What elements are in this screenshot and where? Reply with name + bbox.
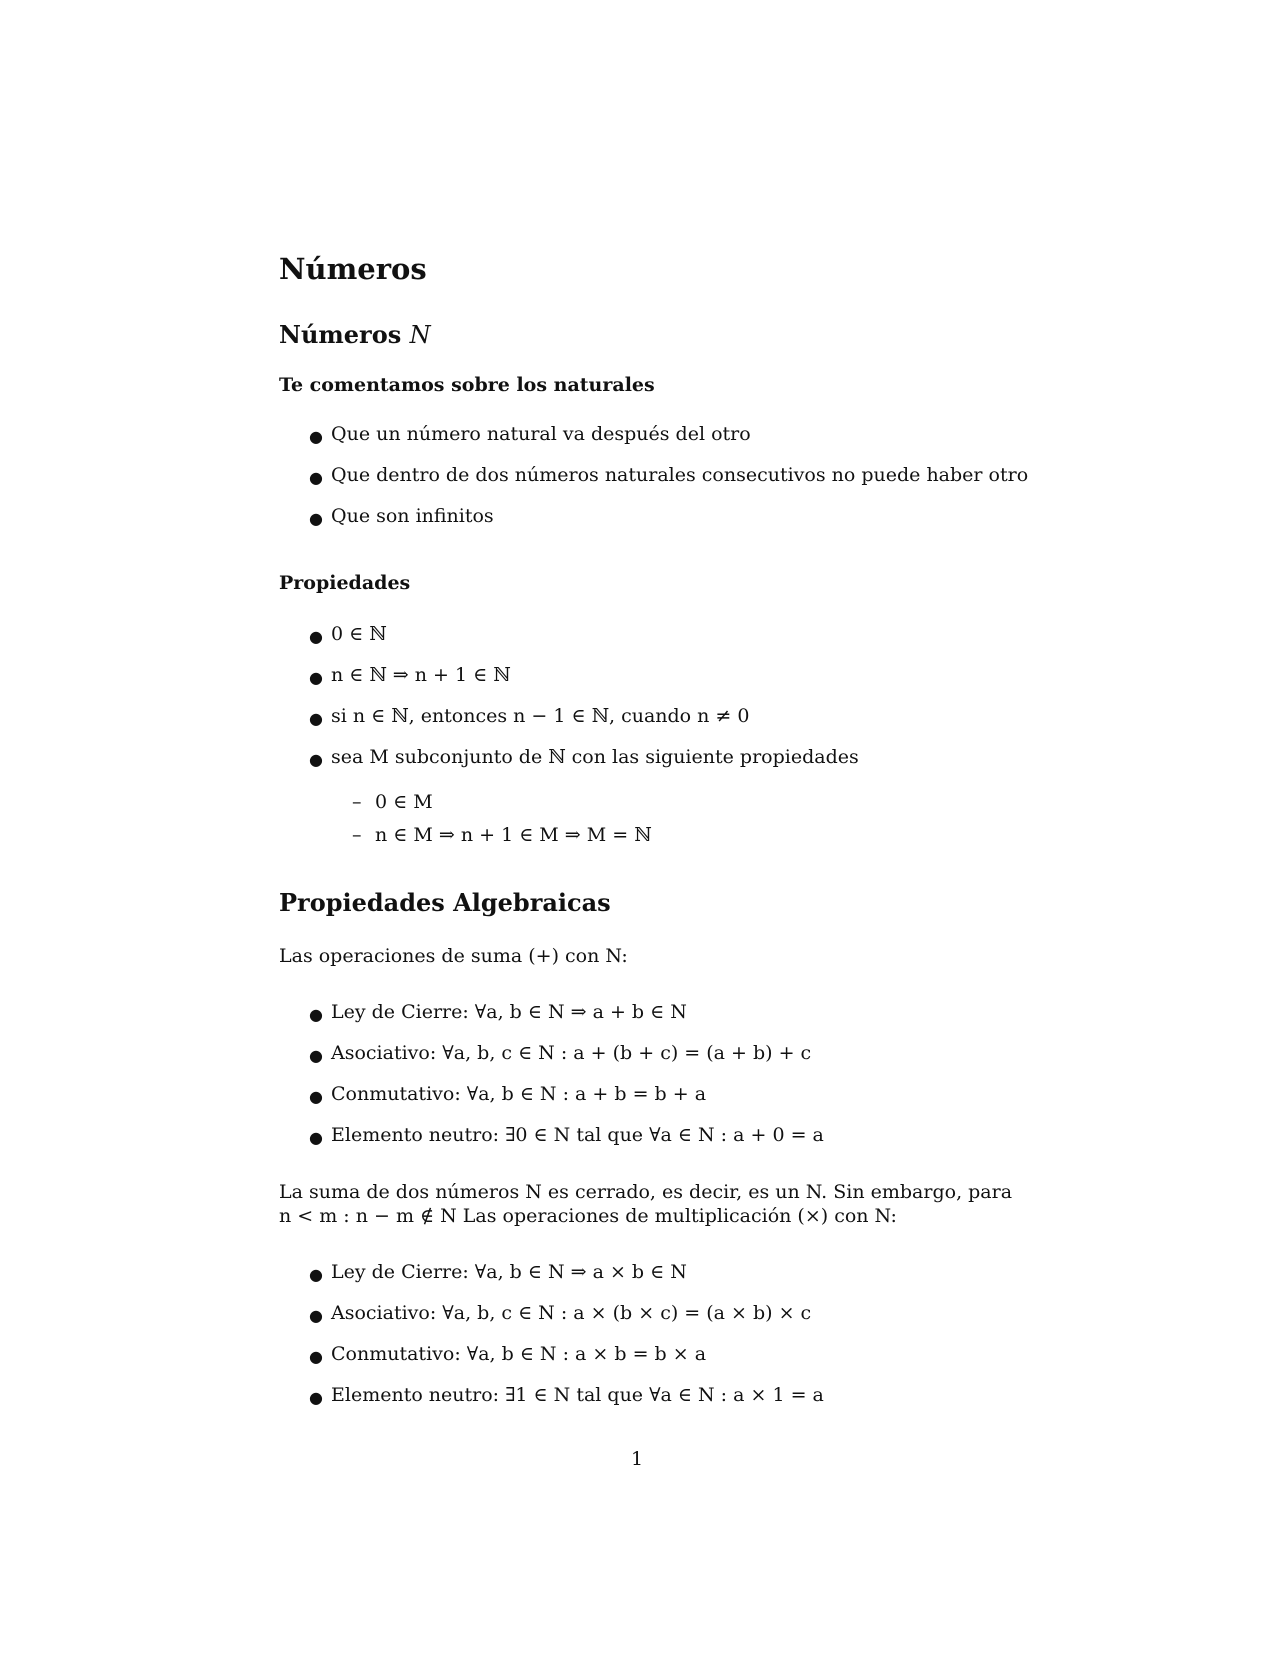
section-heading-text: Números: [279, 320, 402, 349]
page-title: Números: [279, 252, 427, 286]
subsection-heading-propiedades: Propiedades: [279, 572, 411, 594]
list-item: si n ∈ ℕ, entonces n − 1 ∈ ℕ, cuando n ≠ 0: [331, 705, 750, 727]
list-item: n ∈ ℕ ⇒ n + 1 ∈ ℕ: [331, 664, 511, 686]
bullet-icon: ●: [309, 427, 323, 446]
dash-marker-icon: –: [352, 791, 362, 813]
bullet-icon: ●: [309, 1087, 323, 1106]
paragraph-line: La suma de dos números N es cerrado, es decir, es un N. Sin embargo, para: [279, 1181, 1013, 1203]
list-item: Asociativo: ∀a, b, c ∈ N : a × (b × c) = (a × b) × c: [331, 1302, 812, 1324]
paragraph-line: n < m : n − m ∉ N Las operaciones de multiplicación (×) con N:: [279, 1205, 897, 1227]
list-item: Elemento neutro: ∃1 ∈ N tal que ∀a ∈ N : a × 1 = a: [331, 1384, 824, 1406]
bullet-icon: ●: [309, 668, 323, 687]
list-item: Que un número natural va después del otro: [331, 423, 751, 445]
list-item: sea M subconjunto de ℕ con las siguiente propiedades: [331, 746, 859, 768]
bullet-icon: ●: [309, 1388, 323, 1407]
bullet-icon: ●: [309, 750, 323, 769]
bullet-icon: ●: [309, 468, 323, 487]
dash-marker-icon: –: [352, 824, 362, 846]
bullet-icon: ●: [309, 1046, 323, 1065]
list-item: Que son infinitos: [331, 505, 494, 527]
list-item: 0 ∈ ℕ: [331, 623, 387, 645]
list-item: Ley de Cierre: ∀a, b ∈ N ⇒ a + b ∈ N: [331, 1001, 687, 1023]
list-item: Conmutativo: ∀a, b ∈ N : a + b = b + a: [331, 1083, 707, 1105]
sublist-item: 0 ∈ M: [375, 791, 433, 813]
list-item: Ley de Cierre: ∀a, b ∈ N ⇒ a × b ∈ N: [331, 1261, 687, 1283]
bullet-icon: ●: [309, 1265, 323, 1284]
bullet-icon: ●: [309, 1005, 323, 1024]
page-number: 1: [631, 1448, 644, 1470]
bullet-icon: ●: [309, 627, 323, 646]
bullet-icon: ●: [309, 1128, 323, 1147]
suma-intro-text: Las operaciones de suma (+) con N:: [279, 945, 628, 967]
list-item: Conmutativo: ∀a, b ∈ N : a × b = b × a: [331, 1343, 707, 1365]
bullet-icon: ●: [309, 1347, 323, 1366]
list-item: Asociativo: ∀a, b, c ∈ N : a + (b + c) = (a + b) + c: [331, 1042, 812, 1064]
subsection-heading-naturales: Te comentamos sobre los naturales: [279, 374, 655, 396]
section-heading-algebraicas: Propiedades Algebraicas: [279, 888, 611, 917]
list-item: Elemento neutro: ∃0 ∈ N tal que ∀a ∈ N : a + 0 = a: [331, 1124, 824, 1146]
sublist-item: n ∈ M ⇒ n + 1 ∈ M ⇒ M = ℕ: [375, 824, 652, 846]
section-heading-numeros: [279, 320, 431, 349]
section-heading-symbol: N: [409, 321, 431, 349]
list-item: Que dentro de dos números naturales consecutivos no puede haber otro: [331, 464, 1029, 486]
bullet-icon: ●: [309, 709, 323, 728]
bullet-icon: ●: [309, 509, 323, 528]
bullet-icon: ●: [309, 1306, 323, 1325]
